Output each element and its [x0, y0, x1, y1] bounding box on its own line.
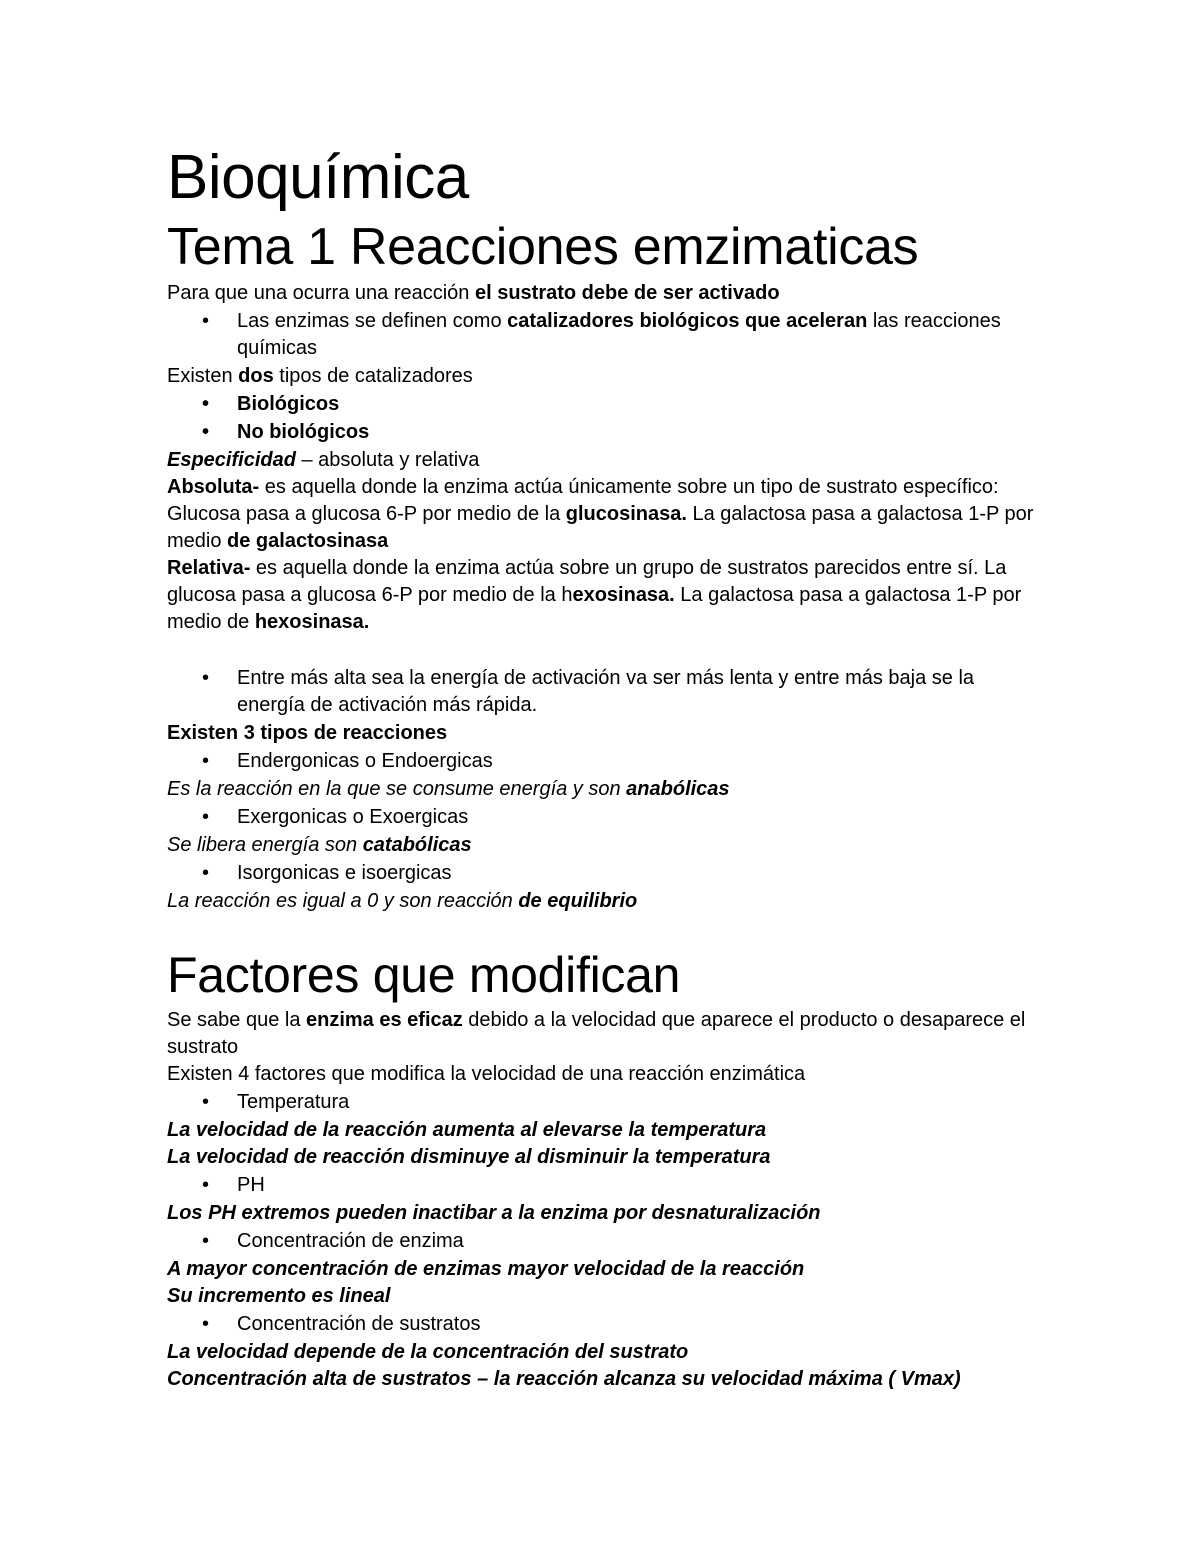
text-run: Se libera energía son — [167, 834, 363, 856]
bold-run: enzima es eficaz — [306, 1009, 463, 1031]
bullet-icon: • — [202, 862, 210, 884]
text-run: debido a la velocidad que aparece el producto o desaparece el sustrato — [167, 1009, 1026, 1058]
list-item — [167, 1311, 1037, 1338]
bold-italic-run: de equilibrio — [518, 890, 638, 912]
list-item-label: Biológicos — [237, 393, 340, 415]
list-item-label: Exergonicas o Exoergicas — [237, 806, 469, 828]
list-item-label: Temperatura — [237, 1091, 350, 1113]
factor-list-2 — [167, 1172, 1037, 1199]
bullet-icon: • — [202, 1091, 210, 1113]
bullet-icon: • — [202, 393, 210, 415]
list-item-label: PH — [237, 1174, 265, 1196]
bold-italic-run: anabólicas — [626, 778, 730, 800]
reaction-list-2 — [167, 804, 1037, 831]
energy-list — [167, 665, 1037, 719]
bold-run: catalizadores biológicos que aceleran — [507, 310, 868, 332]
factor-note: La velocidad de la reacción aumenta al elevarse la temperatura — [167, 1119, 767, 1141]
list-item — [167, 860, 1037, 887]
relative-paragraph — [167, 555, 1037, 636]
bold-run: glucosinasa. — [565, 503, 687, 525]
catalyst-types-paragraph — [167, 363, 1037, 390]
bullet-icon: • — [202, 421, 210, 443]
bold-run: el sustrato debe de ser activado — [474, 282, 780, 304]
factor-list-4 — [167, 1311, 1037, 1338]
text-run: es aquella donde la enzima actúa sobre un grupo de sustratos parecidos entre sí. La glucosa pasa a glucosa 6-P por medio de la h — [167, 557, 1007, 606]
list-item-label: Entre más alta sea la energía de activación va ser más lenta y entre más baja se la energía de activación más rápida. — [237, 667, 975, 716]
list-item — [167, 1228, 1037, 1255]
list-item — [167, 748, 1037, 775]
factors-intro: Existen 4 factores que modifica la velocidad de una reacción enzimática — [167, 1063, 806, 1085]
factor-note: Los PH extremos pueden inactibar a la enzima por desnaturalización — [167, 1202, 821, 1224]
bold-run: dos — [238, 365, 274, 387]
list-item — [167, 665, 1037, 719]
list-item — [167, 308, 1037, 362]
list-item-label: Endergonicas o Endoergicas — [237, 750, 493, 772]
text-run: las reacciones químicas — [237, 310, 1001, 359]
text-run: La reacción es igual a 0 y son reacción — [167, 890, 519, 912]
factor-note: La velocidad de reacción disminuye al disminuir la temperatura — [167, 1146, 771, 1168]
list-item-label: Concentración de enzima — [237, 1230, 464, 1252]
list-item — [167, 1172, 1037, 1199]
bold-run: exosinasa. — [572, 584, 675, 606]
bullet-icon: • — [202, 1174, 210, 1196]
factor-list-1 — [167, 1089, 1037, 1116]
absolute-paragraph — [167, 474, 1037, 555]
text-run: Es la reacción en la que se consume energía y son — [167, 778, 627, 800]
activation-paragraph — [167, 280, 1037, 307]
list-item — [167, 804, 1037, 831]
reaction-description — [167, 888, 1037, 915]
text-run: tipos de catalizadores — [273, 365, 473, 387]
spacer — [167, 636, 1037, 664]
section-heading: Factores que modifican — [167, 947, 681, 1003]
bold-italic-run: catabólicas — [362, 834, 472, 856]
text-run: – absoluta y relativa — [295, 449, 480, 471]
bullet-icon: • — [202, 667, 210, 689]
bold-run: de galactosinasa — [227, 530, 389, 552]
bullet-icon: • — [202, 750, 210, 772]
efficacy-paragraph — [167, 1007, 1037, 1061]
reaction-list-1 — [167, 748, 1037, 775]
factor-note: A mayor concentración de enzimas mayor velocidad de la reacción — [167, 1258, 805, 1280]
factor-note: La velocidad depende de la concentración del sustrato — [167, 1341, 689, 1363]
bold-run: Absoluta- — [167, 476, 260, 498]
catalysts-list — [167, 391, 1037, 446]
list-item-label: No biológicos — [237, 421, 370, 443]
list-item — [167, 419, 1037, 446]
list-item-label: Isorgonicas e isoergicas — [237, 862, 452, 884]
text-run: Para que una ocurra una reacción — [167, 282, 475, 304]
bullet-icon: • — [202, 1313, 210, 1335]
bullet-icon: • — [202, 310, 210, 332]
factor-note: Su incremento es lineal — [167, 1285, 391, 1307]
reaction-description — [167, 776, 1037, 803]
enzymes-list — [167, 308, 1037, 362]
factor-note: Concentración alta de sustratos – la reacción alcanza su velocidad máxima ( Vmax) — [167, 1368, 961, 1390]
document-title: Bioquímica — [167, 143, 469, 212]
bold-run: hexosinasa. — [254, 611, 370, 633]
reaction-types-heading: Existen 3 tipos de reacciones — [167, 722, 448, 744]
specificity-paragraph — [167, 447, 1037, 474]
text-run: es aquella donde la enzima actúa únicamente sobre un tipo de sustrato específico: Glucosa pasa a glucosa 6-P por medio de la — [167, 476, 999, 525]
list-item-label: Concentración de sustratos — [237, 1313, 481, 1335]
reaction-list-3 — [167, 860, 1037, 887]
text-run: Se sabe que la — [167, 1009, 306, 1031]
text-run: Existen — [167, 365, 239, 387]
list-item — [167, 1089, 1037, 1116]
text-run: La galactosa pasa a galactosa 1-P por medio de — [167, 584, 1022, 633]
text-run: La galactosa pasa a galactosa 1-P por medio — [167, 503, 1034, 552]
text-run: Las enzimas se definen como — [237, 310, 508, 332]
bold-italic-run: Especificidad — [167, 449, 296, 471]
bold-run: Relativa- — [167, 557, 251, 579]
spacer — [167, 915, 1037, 945]
list-item — [167, 391, 1037, 418]
factor-list-3 — [167, 1228, 1037, 1255]
topic-heading: Tema 1 Reacciones emzimaticas — [167, 218, 919, 276]
bullet-icon: • — [202, 806, 210, 828]
document-content — [167, 140, 1037, 1393]
reaction-description — [167, 832, 1037, 859]
bullet-icon: • — [202, 1230, 210, 1252]
